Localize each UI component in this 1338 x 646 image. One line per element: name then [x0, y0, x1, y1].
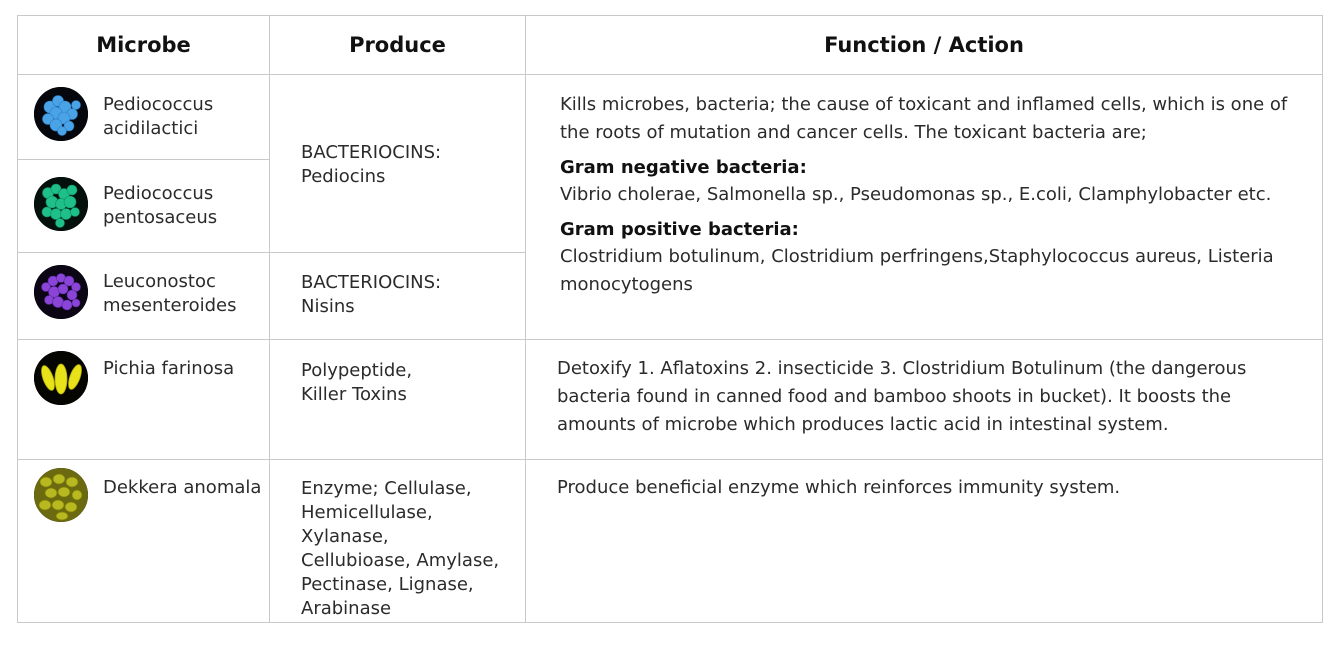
microbe-name-line: Pediococcus	[103, 183, 214, 204]
produce-bacteriocins-nisins	[301, 271, 521, 319]
microbe-name-line: mesenteroides	[103, 295, 237, 316]
gram-positive-list: Clostridium botulinum, Clostridium perfringens,Staphylococcus aureus, Listeria	[560, 246, 1274, 267]
produce-line: Arabinase	[301, 598, 392, 619]
gram-negative-title: Gram negative bacteria:	[560, 157, 807, 178]
produce-line: Enzyme; Cellulase,	[301, 478, 472, 499]
table-border-right	[1322, 15, 1323, 623]
produce-bacteriocins-pediocins	[301, 141, 521, 189]
microbe-name-line: Leuconostoc	[103, 271, 216, 292]
header-microbe: Microbe	[96, 32, 191, 57]
microbe-name-leuconostoc-mesenteroides	[103, 270, 268, 318]
table-border-bottom	[17, 622, 1323, 623]
microbe-name-pediococcus-acidilactici	[103, 93, 268, 141]
microbe-name-line: Dekkera anomala	[103, 477, 262, 498]
column-divider-2	[525, 15, 526, 623]
produce-line: Polypeptide,	[301, 360, 413, 381]
purple-cocci-icon	[34, 265, 88, 319]
blue-cocci-icon	[34, 87, 88, 141]
produce-line: Hemicellulase, Xylanase,	[301, 502, 433, 547]
produce-line: Pediocins	[301, 166, 386, 187]
header-function-action: Function / Action	[824, 32, 1024, 57]
produce-polypeptide-killer-toxins	[301, 359, 521, 407]
produce-line: BACTERIOCINS:	[301, 142, 442, 163]
microbe-name-pediococcus-pentosaceus	[103, 182, 268, 230]
produce-line: Killer Toxins	[301, 384, 407, 405]
row-divider-3	[17, 339, 1323, 340]
table-border-left	[17, 15, 18, 623]
produce-line: BACTERIOCINS:	[301, 272, 442, 293]
olive-yeast-icon	[34, 468, 88, 522]
microbe-name-pichia-farinosa	[103, 357, 268, 381]
microbe-name-line: Pichia farinosa	[103, 358, 235, 379]
function-line: Produce beneficial enzyme which reinforces immunity system.	[557, 477, 1121, 498]
microbe-name-line: acidilactici	[103, 118, 199, 139]
gram-positive-title: Gram positive bacteria:	[560, 219, 799, 240]
green-cocci-icon	[34, 177, 88, 231]
row-divider-2	[17, 252, 526, 253]
produce-line: Pectinase, Lignase,	[301, 574, 474, 595]
row-divider-microbe-1	[17, 159, 270, 160]
column-divider-1	[269, 15, 270, 623]
produce-line: Nisins	[301, 296, 355, 317]
gram-negative-list: Vibrio cholerae, Salmonella sp., Pseudomonas sp., E.coli, Clamphylobacter etc.	[560, 184, 1272, 205]
function-line: the roots of mutation and cancer cells. The toxicant bacteria are;	[560, 122, 1147, 143]
microbe-name-line: Pediococcus	[103, 94, 214, 115]
function-lab-bacteria	[560, 91, 1300, 299]
microbe-name-line: pentosaceus	[103, 207, 218, 228]
function-dekkera	[557, 474, 1297, 502]
function-line: Kills microbes, bacteria; the cause of toxicant and inflamed cells, which is one of	[560, 94, 1288, 115]
produce-line: Cellubioase, Amylase,	[301, 550, 500, 571]
produce-enzymes	[301, 477, 521, 621]
function-line: bacteria found in canned food and bamboo shoots in bucket). It boosts the	[557, 386, 1232, 407]
yellow-yeast-icon	[34, 351, 88, 405]
function-line: amounts of microbe which produces lactic acid in intestinal system.	[557, 414, 1169, 435]
header-produce: Produce	[349, 32, 446, 57]
function-pichia	[557, 355, 1297, 439]
header-divider	[17, 74, 1323, 75]
microbe-name-dekkera-anomala	[103, 476, 268, 500]
row-divider-4	[17, 459, 1323, 460]
gram-positive-list: monocytogens	[560, 274, 693, 295]
function-line: Detoxify 1. Aflatoxins 2. insecticide 3. Clostridium Botulinum (the dangerous	[557, 358, 1247, 379]
